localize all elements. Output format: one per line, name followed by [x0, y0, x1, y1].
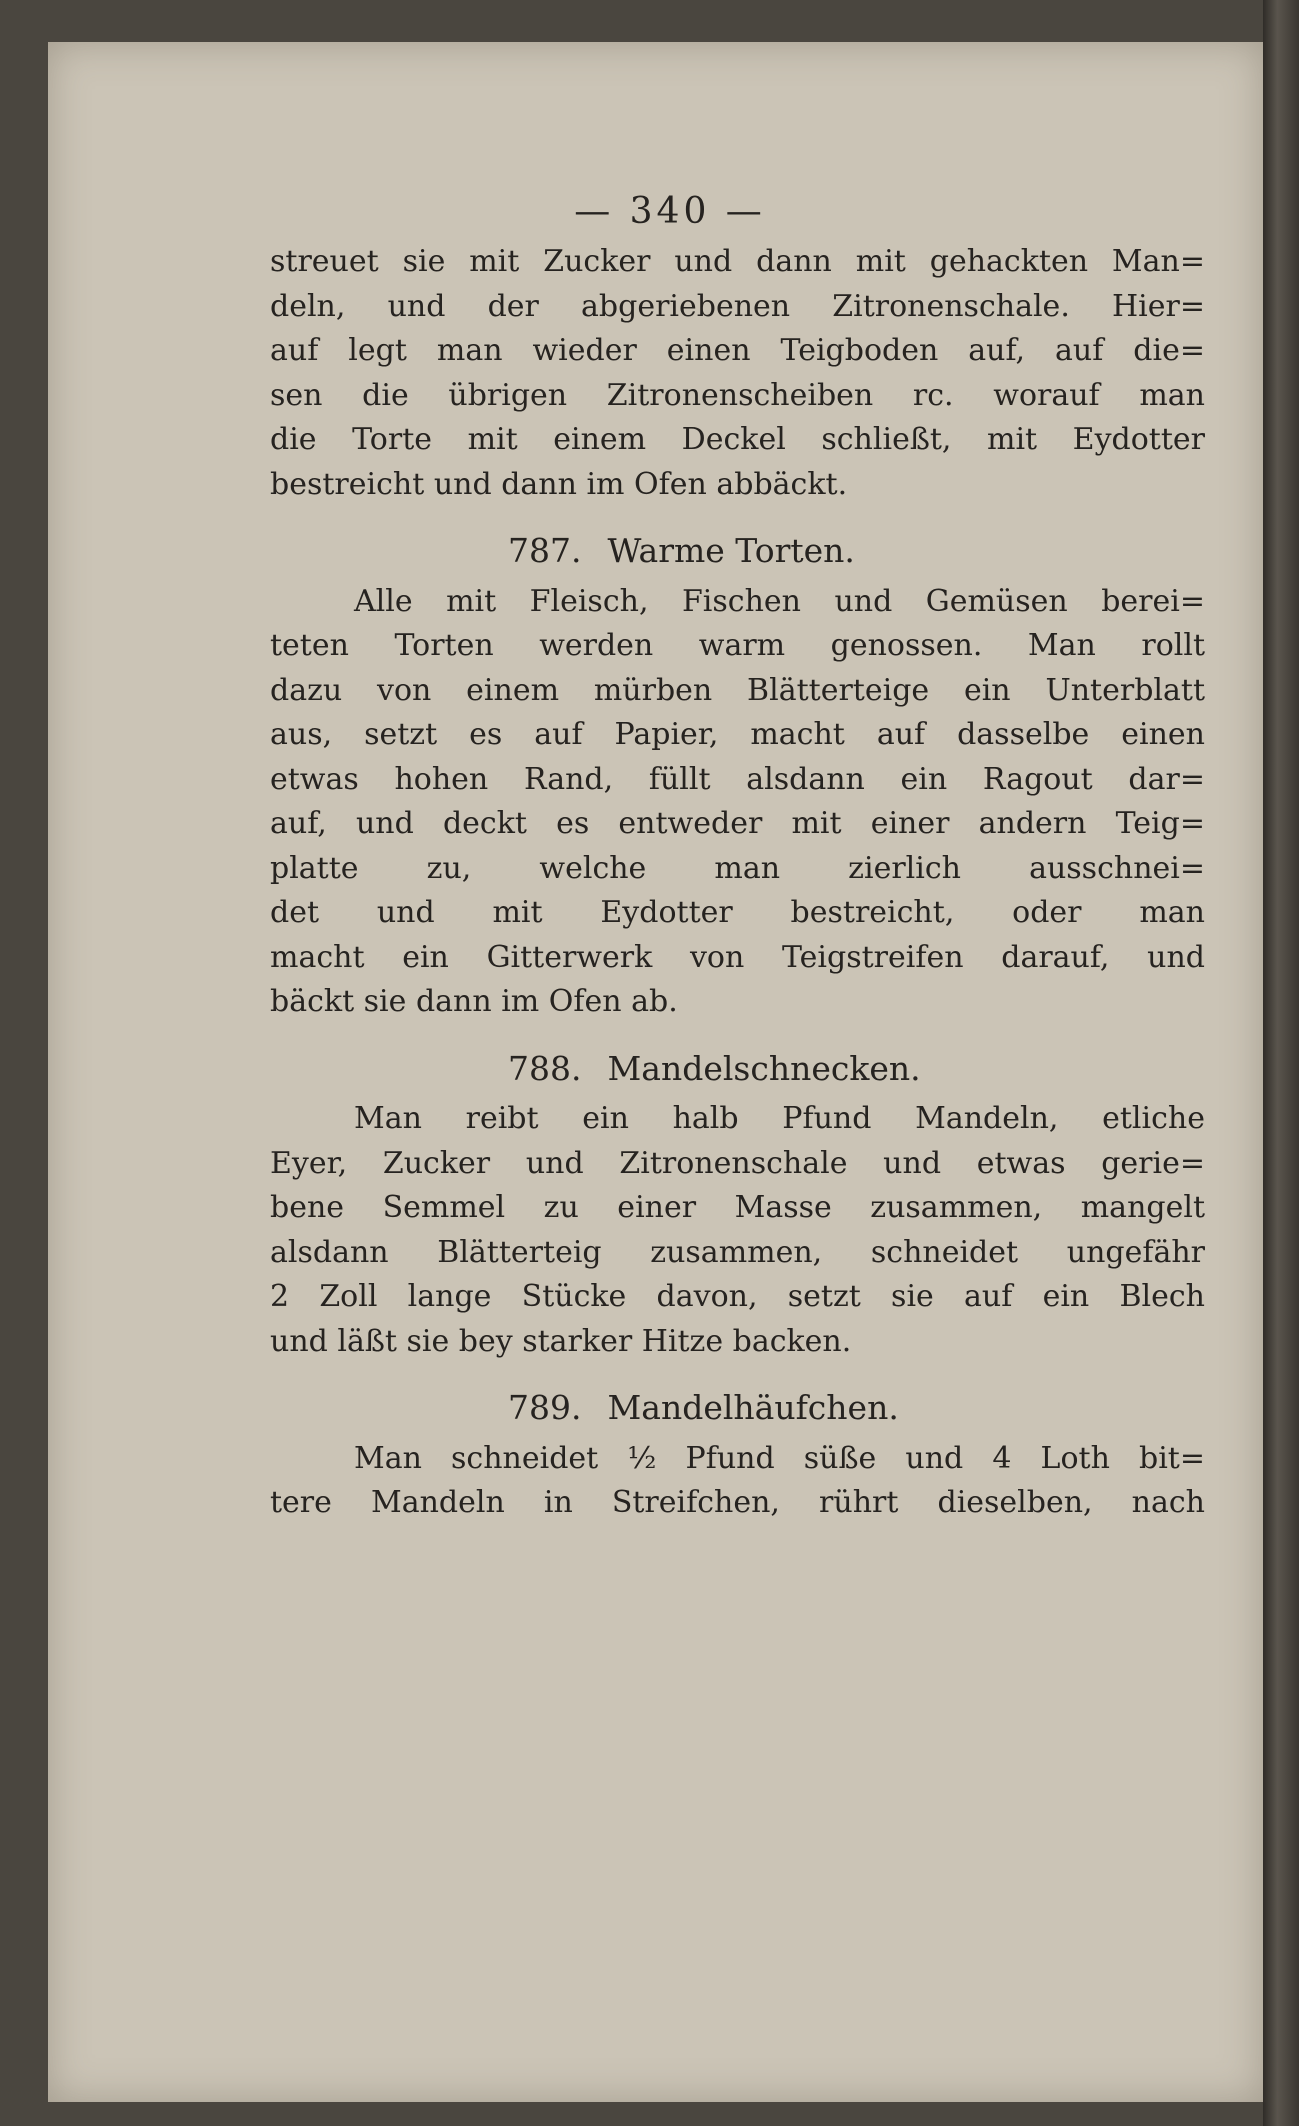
text-line: dazu von einem mürben Blätterteige ein Unterblatt	[270, 672, 1205, 708]
text-line: etwas hohen Rand, füllt alsdann ein Ragout dar=	[270, 761, 1205, 797]
text-line: deln, und der abgeriebenen Zitronenschale. Hier=	[270, 288, 1205, 324]
page-number-header: — 340 —	[574, 191, 766, 232]
recipe-789	[270, 1386, 1205, 1526]
text-line: det und mit Eydotter bestreicht, oder man	[270, 895, 1205, 930]
text-line: bestreicht und dann im Ofen abbäckt.	[270, 466, 848, 502]
text-line: streuet sie mit Zucker und dann mit gehackten Man=	[270, 244, 1205, 279]
text-line: Man reibt ein halb Pfund Mandeln, etliche	[354, 1101, 1205, 1136]
recipe-heading	[270, 1386, 1205, 1431]
text-line: alsdann Blätterteig zusammen, schneidet ungefähr	[270, 1234, 1205, 1270]
book-spine	[1263, 0, 1299, 2126]
text-line: 2 Zoll lange Stücke davon, setzt sie auf ein Blech	[270, 1279, 1205, 1314]
recipe-title: Mandelschnecken.	[607, 1048, 921, 1088]
text-line: auf legt man wieder einen Teigboden auf, auf die=	[270, 333, 1205, 368]
text-line: tere Mandeln in Streifchen, rührt dieselben, nach	[270, 1485, 1205, 1520]
text-line: die Torte mit einem Deckel schließt, mit Eydotter	[270, 422, 1205, 457]
text-line: und läßt sie bey starker Hitze backen.	[270, 1323, 852, 1359]
text-line: sen die übrigen Zitronenscheiben rc. worauf man	[270, 377, 1205, 413]
recipe-number: 789.	[508, 1388, 582, 1427]
recipe-heading	[270, 1047, 1205, 1092]
text-line: bäckt sie dann im Ofen ab.	[270, 984, 678, 1019]
text-line: bene Semmel zu einer Masse zusammen, mangelt	[270, 1190, 1205, 1225]
recipe-788	[270, 1047, 1205, 1365]
continuation-paragraph	[270, 240, 1205, 507]
recipe-787	[270, 529, 1205, 1025]
recipe-number: 787.	[508, 531, 582, 570]
recipe-title: Warme Torten.	[607, 531, 855, 570]
text-line: macht ein Gitterwerk von Teigstreifen darauf, und	[270, 939, 1205, 975]
recipe-number: 788.	[508, 1048, 582, 1088]
text-line: teten Torten werden warm genossen. Man rollt	[270, 628, 1205, 663]
text-line: Man schneidet ½ Pfund süße und 4 Loth bit=	[354, 1440, 1205, 1476]
text-line: Alle mit Fleisch, Fischen und Gemüsen berei=	[354, 583, 1205, 619]
text-line: Eyer, Zucker und Zitronenschale und etwas gerie=	[270, 1145, 1205, 1181]
recipe-title: Mandelhäufchen.	[607, 1388, 899, 1427]
recipe-heading	[270, 529, 1205, 574]
text-line: platte zu, welche man zierlich ausschnei=	[270, 850, 1205, 886]
text-block	[270, 190, 1205, 1526]
text-line: auf, und deckt es entweder mit einer andern Teig=	[270, 806, 1205, 841]
text-line: aus, setzt es auf Papier, macht auf dasselbe einen	[270, 717, 1205, 752]
